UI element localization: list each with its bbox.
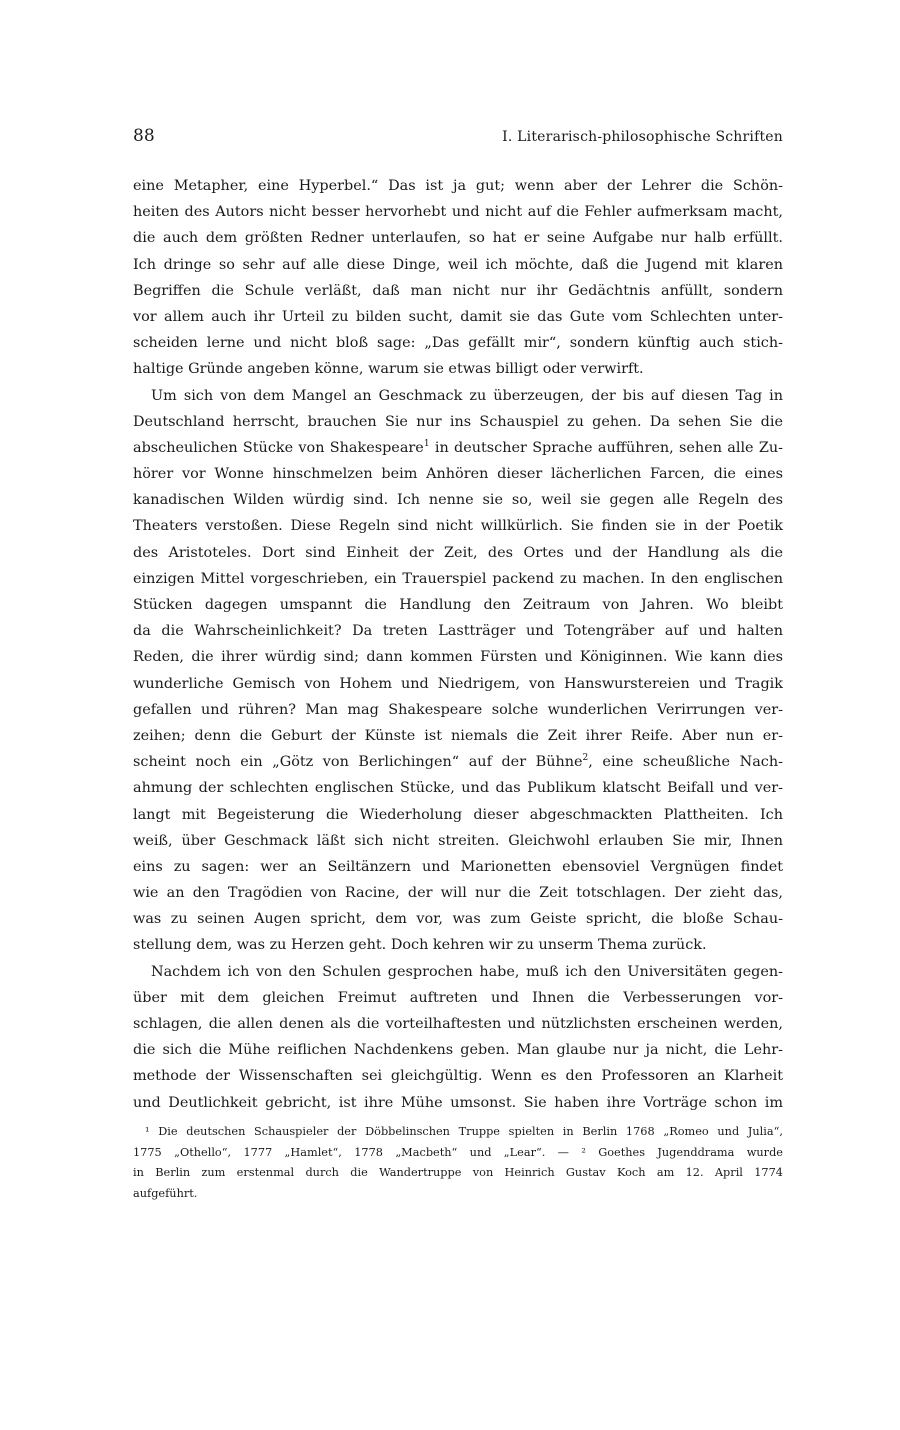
body-line [133, 1090, 783, 1116]
body-line-text: des Aristoteles. Dort sind Einheit der Zeit, des Ortes und der Handlung als die [133, 544, 783, 561]
body-line-text-continued: in deutscher Sprache aufführen, sehen alle Zu- [429, 439, 783, 456]
page-header [133, 126, 783, 146]
body-line [133, 880, 783, 906]
body-line [133, 592, 783, 618]
body-line-text: ahmung der schlechten englischen Stücke, und das Publikum klatscht Beifall und ver- [133, 780, 783, 797]
body-line-text: abscheulichen Stücke von Shakespeare [133, 439, 424, 456]
footnote-line [133, 1163, 783, 1184]
body-line [133, 304, 783, 330]
body-line [133, 461, 783, 487]
page-number: 88 [133, 126, 155, 146]
running-title: I. Literarisch-philosophische Schriften [502, 129, 783, 145]
body-line-text: Theaters verstoßen. Diese Regeln sind nicht willkürlich. Sie finden sie in der Poetik [133, 518, 783, 535]
footnote-line-text: 1775 „Othello“, 1777 „Hamlet“, 1778 „Macbeth“ und „Lear“. — ² Goethes Jugenddrama wurde [133, 1145, 783, 1159]
body-line [133, 723, 783, 749]
body-line [133, 959, 783, 985]
body-line [133, 199, 783, 225]
body-line-text: zeihen; denn die Geburt der Künste ist niemals die Zeit ihrer Reife. Aber nun er- [133, 727, 783, 744]
body-line-text: scheint noch ein „Götz von Berlichingen“ auf der Bühne [133, 754, 583, 771]
footnotes [133, 1122, 783, 1204]
body-line-text: die auch dem größten Redner unterlaufen, so hat er seine Aufgabe nur halb erfüllt. [133, 230, 783, 247]
body-line-text: Nachdem ich von den Schulen gesprochen habe, muß ich den Universitäten gegen- [151, 963, 783, 980]
body-line [133, 1011, 783, 1037]
body-line [133, 566, 783, 592]
body-line [133, 252, 783, 278]
body-line-text: eins zu sagen: wer an Seiltänzern und Marionetten ebensoviel Vergnügen findet [133, 858, 783, 875]
body-line [133, 644, 783, 670]
body-line-text: Ich dringe so sehr auf alle diese Dinge, weil ich möchte, daß die Jugend mit klaren [133, 256, 783, 273]
body-line [133, 225, 783, 251]
body-line-text: Stücken dagegen umspannt die Handlung den Zeitraum von Jahren. Wo bleibt [133, 597, 783, 613]
body-line-text: schlagen, die allen denen als die vorteilhaftesten und nützlichsten erscheinen werden, [133, 1016, 783, 1032]
body-line-text: wie an den Tragödien von Racine, der will nur die Zeit totschlagen. Der zieht das, [133, 885, 783, 902]
footnote-line [133, 1184, 783, 1205]
body-line-text: methode der Wissenschaften sei gleichgültig. Wenn es den Professoren an Klarheit [133, 1068, 783, 1085]
body-text [133, 173, 783, 1116]
footnote-line [133, 1122, 783, 1143]
body-line [133, 1037, 783, 1063]
footnote-marker: 1 [423, 438, 430, 449]
body-line-text: Begriffen die Schule verläßt, daß man nicht nur ihr Gedächtnis anfüllt, sondern [133, 282, 783, 299]
body-line [133, 173, 783, 199]
body-line [133, 985, 783, 1011]
body-line [133, 383, 783, 409]
body-line-text: einzigen Mittel vorgeschrieben, ein Trauerspiel packend zu machen. In den englischen [133, 570, 783, 587]
body-line-text: wunderliche Gemisch von Hohem und Niedrigem, von Hanswurstereien und Tragik [133, 675, 783, 692]
body-line [133, 854, 783, 880]
body-line-text: da die Wahrscheinlichkeit? Da treten Lastträger und Totengräber auf und halten [133, 623, 783, 640]
body-line [133, 409, 783, 435]
body-line-text: Um sich von dem Mangel an Geschmack zu überzeugen, der bis auf diesen Tag in [151, 387, 783, 404]
body-line-text: über mit dem gleichen Freimut auftreten und Ihnen die Verbesserungen vor- [133, 989, 783, 1006]
body-line-text: kanadischen Wilden würdig sind. Ich nenne sie so, weil sie gegen alle Regeln des [133, 492, 783, 509]
body-line-text: Reden, die ihrer würdig sind; dann kommen Fürsten und Königinnen. Wie kann dies [133, 649, 783, 666]
body-line [133, 618, 783, 644]
footnote-line-text: aufgeführt. [133, 1186, 198, 1200]
body-line-text: die sich die Mühe reiflichen Nachdenkens geben. Man glaube nur ja nicht, die Lehr- [133, 1042, 783, 1059]
body-line [133, 906, 783, 932]
body-line-text: was zu seinen Augen spricht, dem vor, was zum Geiste spricht, die bloße Schau- [133, 911, 783, 928]
body-line-text-continued: , eine scheußliche Nach- [588, 754, 783, 771]
footnote-line-text: ¹ Die deutschen Schauspieler der Döbbelinschen Truppe spielten in Berlin 1768 „Romeo und Julia“, [145, 1125, 783, 1138]
body-line-text: heiten des Autors nicht besser hervorhebt und nicht auf die Fehler aufmerksam macht, [133, 204, 783, 221]
body-line [133, 513, 783, 539]
body-line-text: scheiden lerne und nicht bloß sage: „Das gefällt mir“, sondern künftig auch stich- [133, 335, 783, 352]
body-line-text: stellung dem, was zu Herzen geht. Doch kehren wir zu unserm Thema zurück. [133, 937, 707, 954]
body-line-text: und Deutlichkeit gebricht, ist ihre Mühe umsonst. Sie haben ihre Vorträge schon im [133, 1094, 783, 1111]
body-line-text: gefallen und rühren? Man mag Shakespeare solche wunderlichen Verirrungen ver- [133, 701, 783, 718]
body-line [133, 435, 783, 461]
body-line [133, 330, 783, 356]
body-line [133, 932, 783, 958]
body-line-text: eine Metapher, eine Hyperbel.“ Das ist ja gut; wenn aber der Lehrer die Schön- [133, 178, 783, 194]
footnote-line-text: in Berlin zum erstenmal durch die Wandertruppe von Heinrich Gustav Koch am 12. April 1774 [133, 1166, 783, 1179]
body-line [133, 1063, 783, 1089]
body-line-text: hörer vor Wonne hinschmelzen beim Anhören dieser lächerlichen Farcen, die eines [133, 466, 783, 483]
body-line [133, 828, 783, 854]
body-line [133, 278, 783, 304]
body-line-text: vor allem auch ihr Urteil zu bilden sucht, damit sie das Gute vom Schlechten unter- [133, 308, 783, 325]
body-line [133, 356, 783, 382]
body-line-text: langt mit Begeisterung die Wiederholung dieser abgeschmackten Plattheiten. Ich [133, 806, 783, 823]
body-line [133, 540, 783, 566]
body-line [133, 487, 783, 513]
body-line [133, 671, 783, 697]
body-line [133, 697, 783, 723]
body-line [133, 749, 783, 775]
footnote-marker: 2 [582, 753, 589, 764]
body-line-text: weiß, über Geschmack läßt sich nicht streiten. Gleichwohl erlauben Sie mir, Ihnen [133, 832, 783, 849]
body-line-text: Deutschland herrscht, brauchen Sie nur ins Schauspiel zu gehen. Da sehen Sie die [133, 413, 783, 430]
body-line-text: haltige Gründe angeben könne, warum sie etwas billigt oder verwirft. [133, 361, 644, 378]
body-line [133, 802, 783, 828]
footnote-line [133, 1143, 783, 1164]
body-line [133, 775, 783, 801]
